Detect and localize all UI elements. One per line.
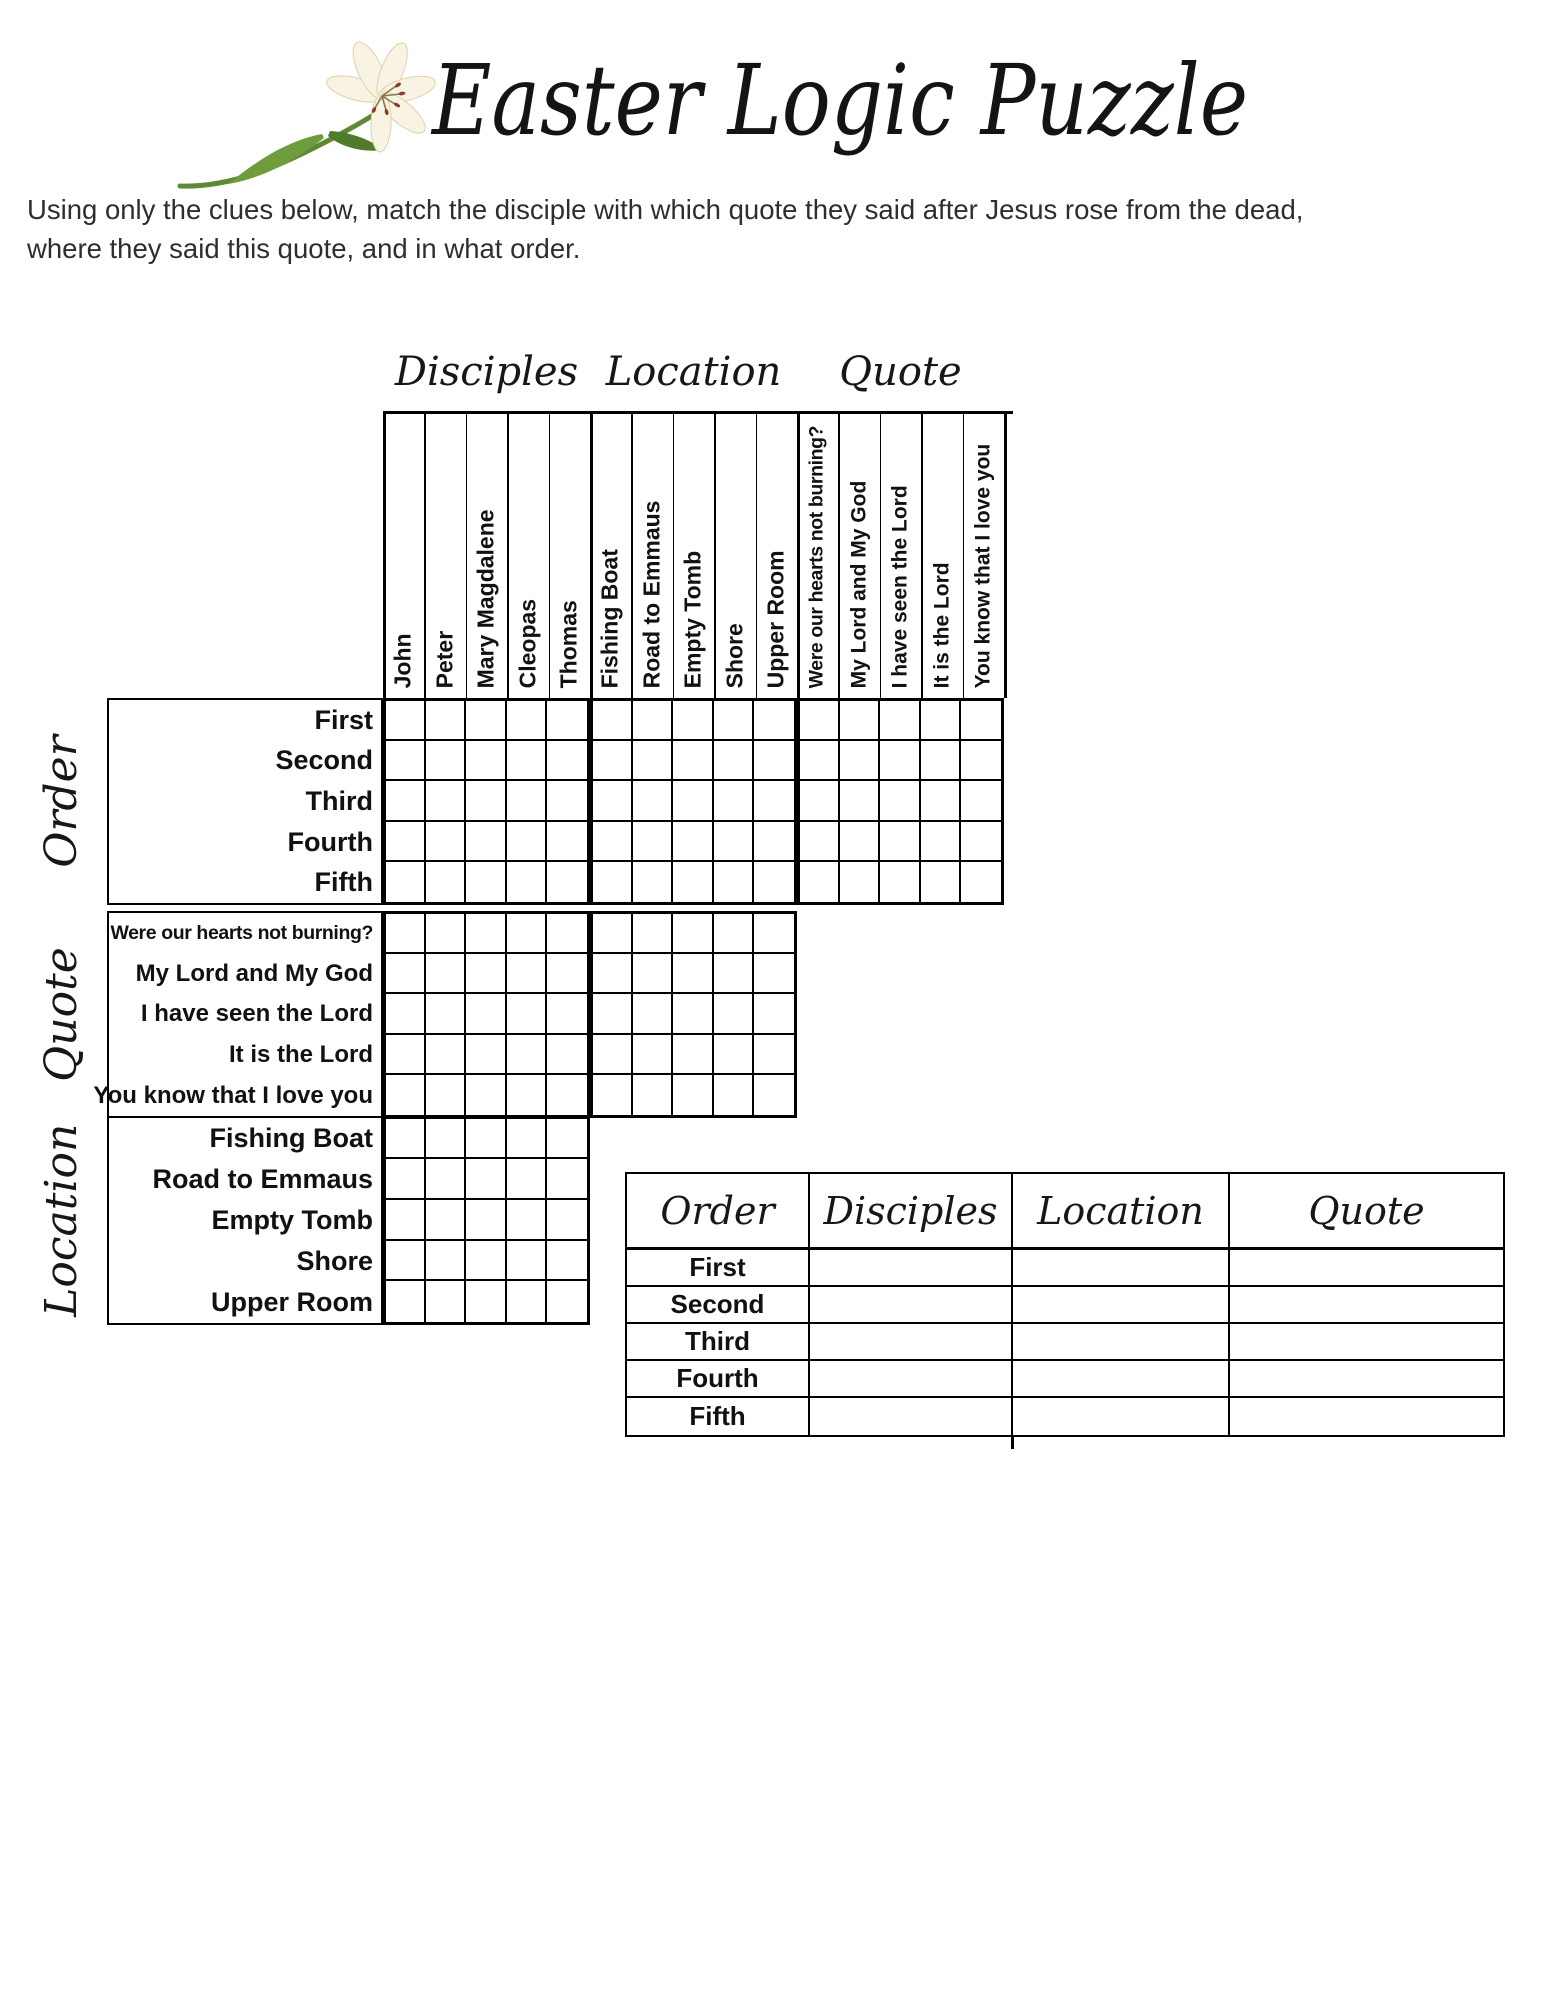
matrix-cell[interactable] [754, 862, 794, 902]
instructions-line-2: where they said this quote, and in what order. [27, 233, 581, 264]
matrix-cell[interactable] [961, 741, 1001, 781]
matrix-cell[interactable] [961, 701, 1001, 741]
matrix-cell[interactable] [547, 1200, 587, 1241]
row-label: You know that I love you [93, 1081, 373, 1109]
column-label-location-1: Fishing Boat [597, 548, 623, 688]
matrix-cell[interactable] [466, 1200, 506, 1241]
matrix-cell[interactable] [547, 914, 587, 954]
matrix-cell[interactable] [593, 741, 633, 781]
answer-cell[interactable] [810, 1287, 1013, 1324]
matrix-cell[interactable] [593, 954, 633, 994]
row-label: First [314, 704, 373, 735]
matrix-cell[interactable] [426, 954, 466, 994]
matrix-cell[interactable] [754, 954, 794, 994]
page-title: Easter Logic Puzzle [432, 44, 1249, 157]
answer-cell[interactable] [810, 1324, 1013, 1361]
matrix-cell[interactable] [633, 914, 673, 954]
matrix-cell[interactable] [593, 994, 633, 1034]
matrix-cell[interactable] [507, 862, 547, 902]
matrix-cell[interactable] [466, 1159, 506, 1200]
matrix-cell[interactable] [633, 994, 673, 1034]
column-label-disciples-3: Mary Magdalene [472, 509, 499, 688]
row-label: Fourth [287, 826, 373, 857]
matrix-cell[interactable] [386, 862, 426, 902]
matrix-cell[interactable] [840, 822, 880, 862]
matrix-cell[interactable] [507, 781, 547, 821]
matrix-cell[interactable] [714, 741, 754, 781]
table-line-overhang [1011, 1436, 1014, 1449]
matrix-cell[interactable] [754, 741, 794, 781]
matrix-cell[interactable] [633, 1035, 673, 1075]
matrix-cell[interactable] [466, 1281, 506, 1322]
row-group-label-quote: Quote [36, 947, 87, 1082]
matrix-cell[interactable] [426, 1159, 466, 1200]
matrix-cell[interactable] [714, 994, 754, 1034]
matrix-cell[interactable] [507, 1159, 547, 1200]
row-label: I have seen the Lord [140, 1000, 373, 1028]
answer-cell[interactable] [810, 1361, 1013, 1398]
answer-cell[interactable] [1230, 1361, 1503, 1398]
answer-row-label: Second [627, 1287, 810, 1324]
matrix-cell[interactable] [547, 954, 587, 994]
instructions-line-1: Using only the clues below, match the disciple with which quote they said after Jesus rose from the dead, [27, 194, 1304, 225]
matrix-cell[interactable] [921, 822, 961, 862]
matrix-cell[interactable] [466, 1075, 506, 1115]
matrix-cell[interactable] [547, 994, 587, 1034]
matrix-cell[interactable] [507, 914, 547, 954]
matrix-cell[interactable] [547, 822, 587, 862]
matrix-cell[interactable] [426, 1119, 466, 1160]
matrix-cell[interactable] [754, 822, 794, 862]
matrix-cell[interactable] [426, 862, 466, 902]
matrix-cell[interactable] [880, 701, 920, 741]
matrix-cell[interactable] [673, 954, 713, 994]
grid-block-order-location [590, 698, 797, 905]
row-label: It is the Lord [229, 1041, 373, 1069]
answer-header-disciples: Disciples [810, 1174, 1013, 1250]
answer-row-label: Fifth [627, 1398, 810, 1435]
matrix-cell[interactable] [386, 701, 426, 741]
matrix-cell[interactable] [386, 1159, 426, 1200]
matrix-cell[interactable] [800, 822, 840, 862]
matrix-cell[interactable] [961, 822, 1001, 862]
column-label-disciples-5: Thomas [555, 599, 582, 688]
matrix-cell[interactable] [426, 741, 466, 781]
matrix-cell[interactable] [386, 954, 426, 994]
matrix-cell[interactable] [840, 781, 880, 821]
matrix-cell[interactable] [386, 914, 426, 954]
column-label-disciples-1: John [390, 633, 416, 688]
matrix-cell[interactable] [426, 1075, 466, 1115]
matrix-cell[interactable] [800, 862, 840, 902]
matrix-cell[interactable] [507, 1075, 547, 1115]
lily-leaf [228, 134, 324, 184]
matrix-cell[interactable] [593, 862, 633, 902]
matrix-cell[interactable] [386, 1241, 426, 1282]
matrix-cell[interactable] [593, 822, 633, 862]
matrix-cell[interactable] [880, 862, 920, 902]
grid-block-quote-location [590, 911, 797, 1118]
row-label: Upper Room [211, 1286, 373, 1317]
matrix-cell[interactable] [673, 914, 713, 954]
matrix-group-header-location: Location [605, 349, 782, 395]
matrix-cell[interactable] [386, 1119, 426, 1160]
matrix-cell[interactable] [426, 1241, 466, 1282]
grid-block-order-quote [797, 698, 1004, 905]
matrix-cell[interactable] [507, 1035, 547, 1075]
matrix-cell[interactable] [921, 701, 961, 741]
matrix-cell[interactable] [840, 862, 880, 902]
matrix-cell[interactable] [466, 954, 506, 994]
matrix-cell[interactable] [507, 741, 547, 781]
answer-cell[interactable] [810, 1398, 1013, 1435]
answer-cell[interactable] [1013, 1398, 1230, 1435]
matrix-cell[interactable] [466, 1119, 506, 1160]
matrix-cell[interactable] [673, 741, 713, 781]
matrix-cell[interactable] [633, 1075, 673, 1115]
matrix-cell[interactable] [673, 994, 713, 1034]
matrix-cell[interactable] [547, 1241, 587, 1282]
matrix-cell[interactable] [961, 862, 1001, 902]
matrix-cell[interactable] [386, 1281, 426, 1322]
grid-block-quote-disciples [383, 911, 590, 1118]
answer-cell[interactable] [1013, 1250, 1230, 1287]
instructions [27, 190, 1303, 268]
row-label: Third [305, 785, 373, 816]
matrix-cell[interactable] [633, 741, 673, 781]
matrix-cell[interactable] [507, 701, 547, 741]
matrix-cell[interactable] [714, 701, 754, 741]
answer-cell[interactable] [1013, 1361, 1230, 1398]
column-label-disciples-2: Peter [431, 630, 458, 688]
matrix-cell[interactable] [547, 1075, 587, 1115]
matrix-cell[interactable] [386, 1035, 426, 1075]
matrix-cell[interactable] [673, 1075, 713, 1115]
matrix-cell[interactable] [466, 1035, 506, 1075]
row-group-label-location: Location [36, 1123, 87, 1317]
matrix-cell[interactable] [840, 741, 880, 781]
matrix-cell[interactable] [754, 701, 794, 741]
answer-cell[interactable] [810, 1250, 1013, 1287]
answer-cell[interactable] [1230, 1250, 1503, 1287]
answer-header-order: Order [627, 1174, 810, 1250]
row-label: Fishing Boat [209, 1122, 373, 1153]
column-label-location-5: Upper Room [762, 549, 789, 688]
matrix-cell[interactable] [754, 914, 794, 954]
matrix-cell[interactable] [386, 781, 426, 821]
matrix-cell[interactable] [961, 781, 1001, 821]
matrix-group-header-quote: Quote [839, 349, 962, 395]
answer-row-label: Third [627, 1324, 810, 1361]
matrix-cell[interactable] [880, 741, 920, 781]
column-label-quote-5: You know that I love you [971, 443, 995, 688]
matrix-cell[interactable] [800, 701, 840, 741]
matrix-cell[interactable] [593, 781, 633, 821]
column-label-quote-2: My Lord and My God [847, 480, 871, 688]
answer-row-label: First [627, 1250, 810, 1287]
matrix-cell[interactable] [593, 1035, 633, 1075]
matrix-cell[interactable] [633, 862, 673, 902]
matrix-cell[interactable] [426, 1281, 466, 1322]
matrix-cell[interactable] [507, 994, 547, 1034]
matrix-cell[interactable] [466, 741, 506, 781]
matrix-cell[interactable] [547, 1281, 587, 1322]
matrix-cell[interactable] [426, 1035, 466, 1075]
matrix-cell[interactable] [386, 822, 426, 862]
matrix-cell[interactable] [714, 822, 754, 862]
matrix-cell[interactable] [593, 701, 633, 741]
label-band-group-line [1004, 413, 1007, 698]
answer-header-quote: Quote [1230, 1174, 1503, 1250]
matrix-cell[interactable] [507, 1119, 547, 1160]
row-label-box-quote [93, 911, 383, 1118]
matrix-cell[interactable] [714, 862, 754, 902]
matrix-cell[interactable] [547, 1159, 587, 1200]
row-label: Second [275, 745, 373, 776]
matrix-cell[interactable] [673, 701, 713, 741]
column-label-location-4: Shore [721, 622, 748, 688]
matrix-cell[interactable] [921, 862, 961, 902]
matrix-cell[interactable] [547, 862, 587, 902]
matrix-cell[interactable] [800, 741, 840, 781]
row-label: Shore [296, 1245, 373, 1276]
matrix-cell[interactable] [426, 1200, 466, 1241]
row-label: Fifth [314, 867, 373, 898]
answer-cell[interactable] [1013, 1324, 1230, 1361]
matrix-cell[interactable] [800, 781, 840, 821]
matrix-cell[interactable] [547, 1119, 587, 1160]
matrix-cell[interactable] [547, 1035, 587, 1075]
answer-cell[interactable] [1230, 1324, 1503, 1361]
matrix-cell[interactable] [466, 914, 506, 954]
matrix-cell[interactable] [673, 781, 713, 821]
matrix-cell[interactable] [426, 822, 466, 862]
matrix-cell[interactable] [673, 822, 713, 862]
column-label-location-2: Road to Emmaus [638, 500, 665, 688]
row-group-label-order: Order [36, 735, 87, 868]
matrix-cell[interactable] [714, 1035, 754, 1075]
matrix-cell[interactable] [466, 1241, 506, 1282]
matrix-cell[interactable] [593, 914, 633, 954]
grid-block-order-disciples [383, 698, 590, 905]
row-label: Empty Tomb [211, 1204, 373, 1235]
matrix-cell[interactable] [466, 822, 506, 862]
matrix-cell[interactable] [386, 741, 426, 781]
row-label-box-location [107, 1116, 383, 1326]
matrix-cell[interactable] [466, 701, 506, 741]
matrix-cell[interactable] [754, 994, 794, 1034]
matrix-cell[interactable] [714, 914, 754, 954]
answer-cell[interactable] [1230, 1398, 1503, 1435]
matrix-cell[interactable] [386, 1075, 426, 1115]
matrix-cell[interactable] [633, 701, 673, 741]
matrix-cell[interactable] [386, 1200, 426, 1241]
matrix-cell[interactable] [466, 781, 506, 821]
matrix-cell[interactable] [593, 1075, 633, 1115]
matrix-cell[interactable] [714, 781, 754, 821]
matrix-cell[interactable] [547, 781, 587, 821]
matrix-cell[interactable] [507, 954, 547, 994]
lily-illustration [170, 34, 450, 199]
matrix-cell[interactable] [754, 1075, 794, 1115]
row-label: Road to Emmaus [152, 1163, 373, 1194]
column-label-disciples-4: Cleopas [514, 598, 541, 688]
column-label-quote-3: I have seen the Lord [888, 484, 912, 688]
matrix-cell[interactable] [921, 741, 961, 781]
matrix-cell[interactable] [673, 1035, 713, 1075]
matrix-cell[interactable] [633, 822, 673, 862]
matrix-cell[interactable] [880, 781, 920, 821]
matrix-cell[interactable] [466, 994, 506, 1034]
matrix-cell[interactable] [633, 954, 673, 994]
matrix-cell[interactable] [714, 954, 754, 994]
matrix-cell[interactable] [880, 822, 920, 862]
row-label-box-order [107, 698, 383, 905]
matrix-cell[interactable] [714, 1075, 754, 1115]
matrix-cell[interactable] [507, 822, 547, 862]
row-label: Were our hearts not burning? [110, 921, 373, 944]
grid-block-location-disciples [383, 1116, 590, 1326]
grid-top-rule [383, 411, 1013, 414]
matrix-cell[interactable] [673, 862, 713, 902]
answer-row-label: Fourth [627, 1361, 810, 1398]
matrix-cell[interactable] [426, 914, 466, 954]
matrix-cell[interactable] [426, 994, 466, 1034]
answer-header-location: Location [1013, 1174, 1230, 1250]
answer-cell[interactable] [1013, 1287, 1230, 1324]
matrix-cell[interactable] [507, 1281, 547, 1322]
matrix-cell[interactable] [754, 1035, 794, 1075]
matrix-cell[interactable] [547, 701, 587, 741]
matrix-cell[interactable] [507, 1241, 547, 1282]
matrix-cell[interactable] [547, 741, 587, 781]
answer-table [625, 1172, 1505, 1437]
matrix-cell[interactable] [386, 994, 426, 1034]
matrix-cell[interactable] [754, 781, 794, 821]
matrix-cell[interactable] [426, 781, 466, 821]
matrix-cell[interactable] [466, 862, 506, 902]
column-label-quote-1: Were our hearts not burning? [806, 425, 828, 688]
matrix-cell[interactable] [633, 781, 673, 821]
matrix-cell[interactable] [426, 701, 466, 741]
matrix-group-header-disciples: Disciples [394, 349, 579, 395]
row-label: My Lord and My God [135, 959, 373, 987]
matrix-cell[interactable] [507, 1200, 547, 1241]
column-label-location-3: Empty Tomb [679, 550, 706, 688]
answer-cell[interactable] [1230, 1287, 1503, 1324]
matrix-cell[interactable] [840, 701, 880, 741]
column-label-quote-4: It is the Lord [930, 561, 954, 688]
matrix-cell[interactable] [921, 781, 961, 821]
